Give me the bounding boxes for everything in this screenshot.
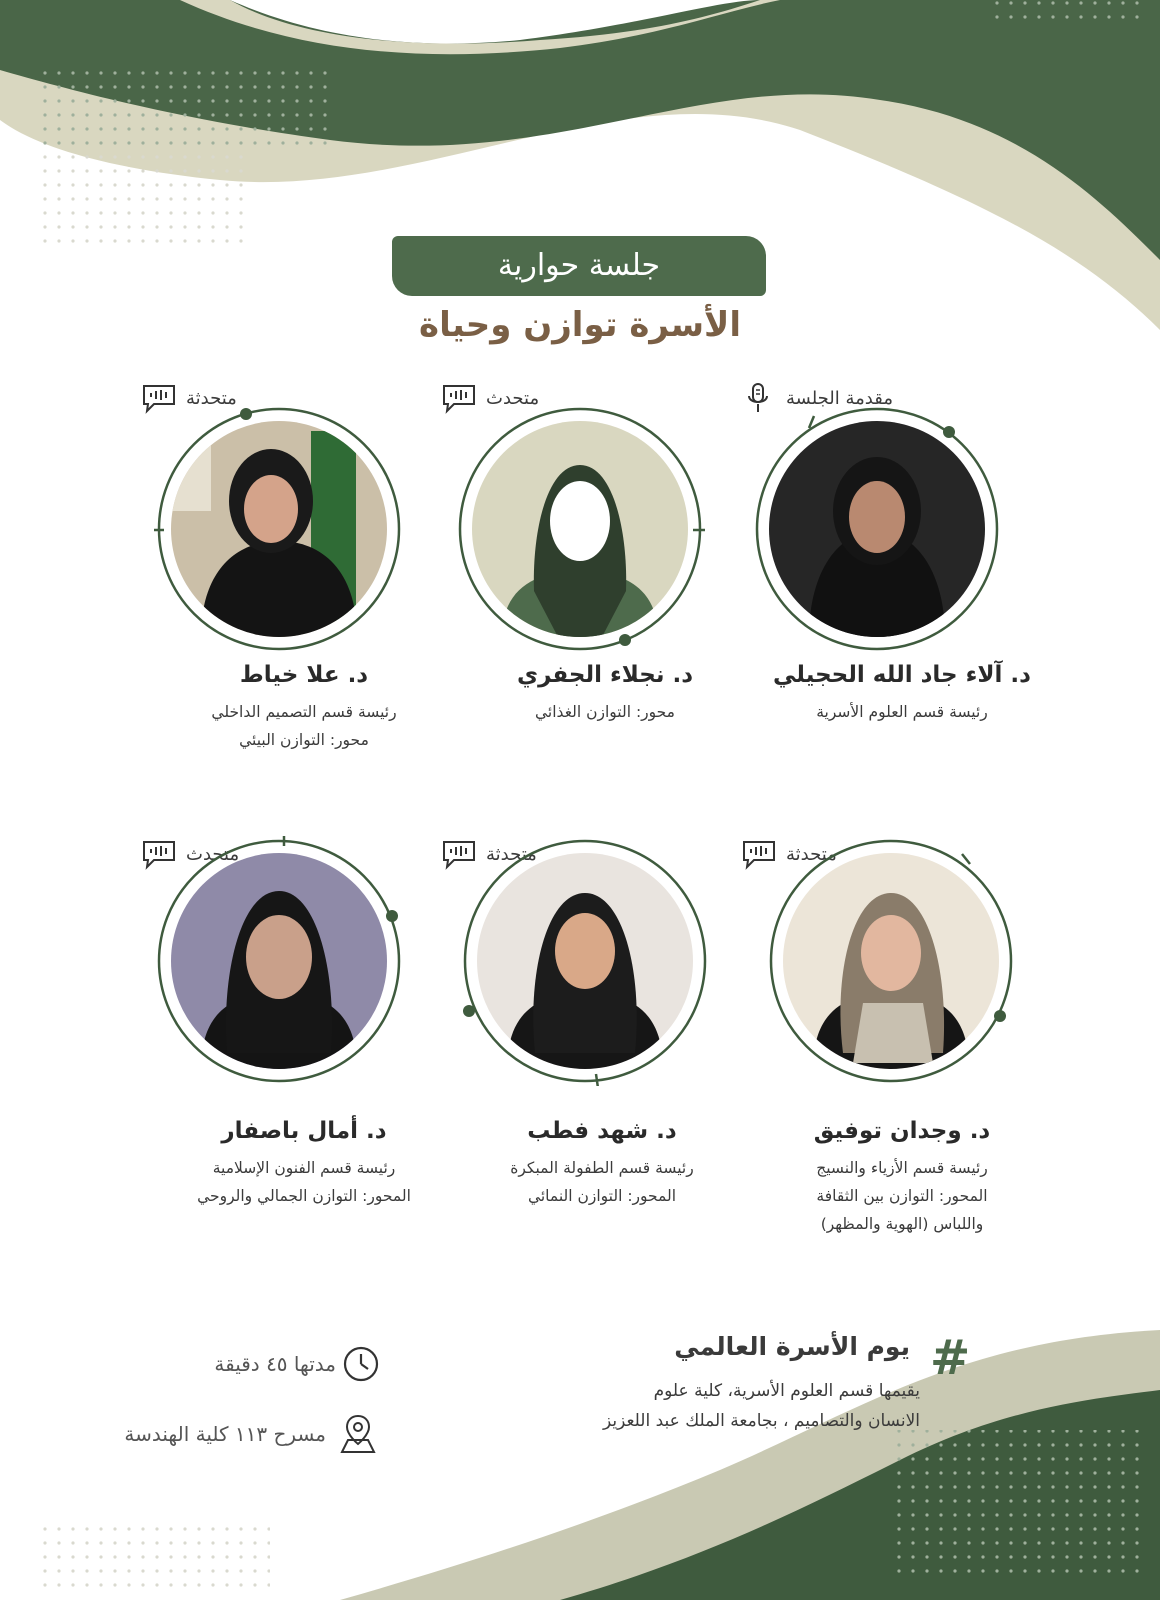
top-left-light-dots (40, 150, 250, 250)
person-desc-line-2: المحور: التوازن النمائي (527, 1187, 677, 1205)
role-text: متحدث (186, 843, 240, 865)
person-desc-line-1: رئيسة قسم الطفولة المبكرة (510, 1159, 694, 1177)
bottom-left-light-dots (40, 1520, 270, 1590)
organizer-text (490, 1376, 920, 1436)
person-desc-line-1: رئيسة قسم الفنون الإسلامية (212, 1159, 396, 1177)
person-desc-line-1: رئيسة قسم التصميم الداخلي (211, 703, 397, 721)
role-text: متحدثة (486, 843, 537, 865)
person-desc-line-3: واللباس (الهوية والمظهر) (820, 1215, 984, 1233)
profile-photo (769, 421, 985, 637)
hashtag-symbol: # (930, 1330, 971, 1386)
top-right-dots (990, 0, 1140, 20)
profile-photo (783, 853, 999, 1069)
person-desc-line-1: محور: التوازن الغذائي (535, 703, 675, 721)
session-title: الأسرة توازن وحياة (419, 305, 741, 345)
location-text: مسرح ١١٣ كلية الهندسة (124, 1422, 326, 1446)
profile-placeholder-avatar (472, 421, 688, 637)
clock-icon (342, 1345, 380, 1383)
organizer-line-2: الانسان والتصاميم ، بجامعة الملك عبد اللعزيز (602, 1411, 920, 1431)
profile-photo (171, 421, 387, 637)
duration-text: مدتها ٤٥ دقيقة (214, 1352, 336, 1376)
person-desc-line-1: رئيسة قسم الأزياء والنسيج (816, 1159, 988, 1177)
role-text: متحدث (486, 387, 540, 409)
person-name: د. أمال باصفار (221, 1118, 387, 1144)
location-row (60, 1412, 380, 1456)
organizer-line-1: يقيمها قسم العلوم الأسرية، كلية علوم (653, 1381, 920, 1401)
person-name: د. آلاء جاد الله الحجيلي (773, 662, 1031, 688)
role-text: متحدثة (786, 843, 837, 865)
person-desc-line-2: المحور: التوازن الجمالي والروحي (197, 1187, 411, 1205)
hashtag-title: يوم الأسرة العالمي (674, 1332, 910, 1361)
top-dot-grid (40, 70, 330, 150)
map-pin-icon (336, 1412, 380, 1456)
profile-photo (477, 853, 693, 1069)
person-desc-line-2: المحور: التوازن بين الثقافة (816, 1187, 988, 1205)
bottom-dot-grid (890, 1430, 1140, 1580)
session-type-badge: جلسة حوارية (392, 236, 766, 296)
role-text: مقدمة الجلسة (786, 387, 893, 409)
person-name: د. شهد فطب (527, 1118, 677, 1144)
person-desc-line-2: محور: التوازن البيئي (239, 731, 369, 749)
person-desc-line-1: رئيسة قسم العلوم الأسرية (816, 703, 988, 721)
person-name: د. نجلاء الجفري (516, 662, 694, 688)
person-name: د. علا خياط (239, 662, 369, 688)
role-text: متحدثة (186, 387, 237, 409)
profile-photo (171, 853, 387, 1069)
person-name: د. وجدان توفيق (813, 1118, 991, 1144)
duration-row (150, 1344, 380, 1384)
